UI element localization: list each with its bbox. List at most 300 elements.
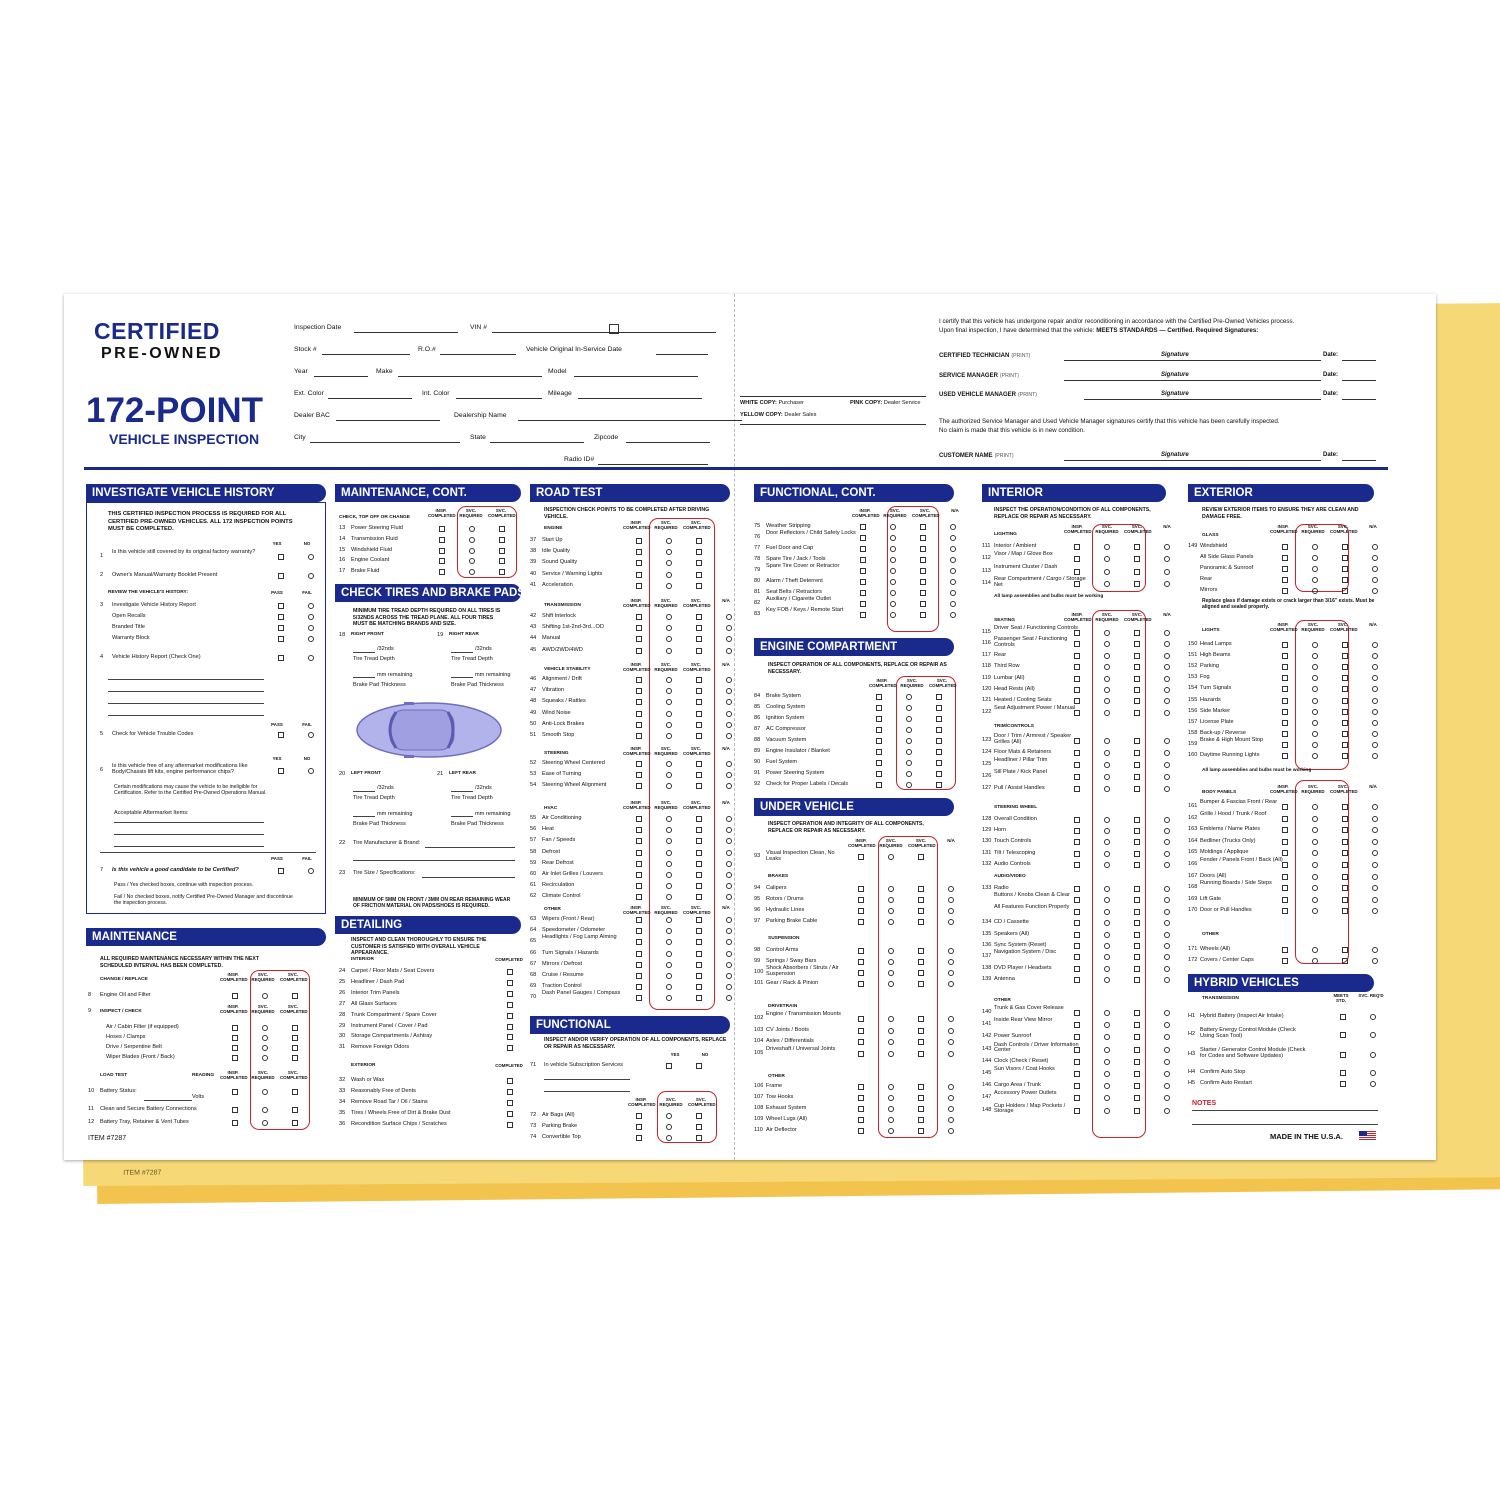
exterior-body-169-checkbox-2[interactable] [1342,897,1348,903]
tire-right-rear-depth-line[interactable] [451,652,473,653]
under-susp-100-checkbox-2[interactable] [918,970,924,976]
interior-audio-139-radio-3[interactable] [1164,977,1170,983]
interior-other-142-radio-3[interactable] [1164,1034,1170,1040]
engine-88-checkbox-0[interactable] [876,738,882,744]
interior-seat-116-radio-1[interactable] [1104,641,1110,647]
exterior-body-163-checkbox-2[interactable] [1342,827,1348,833]
interior-audio-138-checkbox-2[interactable] [1134,966,1140,972]
exterior-glass-149-radio-3[interactable] [1372,544,1378,550]
interior-wheel-131-checkbox-2[interactable] [1134,851,1140,857]
road-stab-51-checkbox-0[interactable] [636,733,642,739]
detailing-ext-36-checkbox-0[interactable] [507,1122,513,1128]
interior-wheel-128-radio-1[interactable] [1104,817,1110,823]
exterior-body-168-radio-3[interactable] [1372,885,1378,891]
interior-trim-126-checkbox-2[interactable] [1134,774,1140,780]
under-other-109-radio-1[interactable] [888,1117,894,1123]
exterior-lights-153-radio-3[interactable] [1372,675,1378,681]
interior-seat-121-radio-1[interactable] [1104,698,1110,704]
exterior-glass-sub3-radio-3[interactable] [1372,577,1378,583]
maint-cont-13-radio-1[interactable] [469,526,475,532]
func-cont-83-radio-3[interactable] [950,612,956,618]
header-field-state[interactable] [490,442,584,443]
signature-line-used[interactable] [1191,399,1321,400]
under-brakes-95-checkbox-0[interactable] [858,897,864,903]
under-brakes-96-checkbox-0[interactable] [858,908,864,914]
under-susp-99-checkbox-2[interactable] [918,959,924,965]
under-susp-98-checkbox-2[interactable] [918,948,924,954]
exterior-lights-151-checkbox-0[interactable] [1282,653,1288,659]
maint-cont-15-checkbox-0[interactable] [439,548,445,554]
interior-seat-121-checkbox-0[interactable] [1074,698,1080,704]
interior-audio-134-checkbox-0[interactable] [1074,920,1080,926]
maint-cont-13-checkbox-2[interactable] [499,526,505,532]
maintenance-9-sub1-checkbox-2[interactable] [292,1035,298,1041]
history-q6-checkbox-0[interactable] [278,768,284,774]
under-susp-101-radio-1[interactable] [888,981,894,987]
interior-light-113-checkbox-2[interactable] [1134,569,1140,575]
under-93-radio-1[interactable] [888,854,894,860]
maintenance-11-radio-1[interactable] [262,1107,268,1113]
interior-other-148-radio-1[interactable] [1104,1108,1110,1114]
maint-cont-17-radio-1[interactable] [469,569,475,575]
exterior-glass-sub3-checkbox-0[interactable] [1282,577,1288,583]
hybrid-h3-radio-1[interactable] [1370,1052,1376,1058]
interior-other-144-radio-1[interactable] [1104,1059,1110,1065]
interior-wheel-130-checkbox-0[interactable] [1074,839,1080,845]
road-hvac-61-radio-1[interactable] [666,883,672,889]
interior-seat-122-checkbox-0[interactable] [1074,710,1080,716]
road-stab-46-checkbox-0[interactable] [636,677,642,683]
interior-audio-133-radio-1[interactable] [1104,886,1110,892]
exterior-body-170-radio-3[interactable] [1372,908,1378,914]
exterior-other-171-checkbox-0[interactable] [1282,947,1288,953]
interior-wheel-132-radio-1[interactable] [1104,862,1110,868]
maintenance-12-radio-1[interactable] [262,1120,268,1126]
under-brakes-96-checkbox-2[interactable] [918,908,924,914]
road-stab-46-radio-1[interactable] [666,677,672,683]
exterior-lights-159-radio-3[interactable] [1372,742,1378,748]
exterior-body-170-checkbox-0[interactable] [1282,908,1288,914]
exterior-body-163-radio-3[interactable] [1372,827,1378,833]
interior-audio-138-checkbox-0[interactable] [1074,966,1080,972]
interior-audio-136-checkbox-2[interactable] [1134,943,1140,949]
road-hvac-56-checkbox-2[interactable] [696,827,702,833]
exterior-lights-158-radio-1[interactable] [1312,731,1318,737]
interior-trim-126-checkbox-0[interactable] [1074,774,1080,780]
exterior-lights-152-radio-1[interactable] [1312,664,1318,670]
under-other-106-radio-3[interactable] [948,1084,954,1090]
battery-volts-line[interactable] [144,1100,192,1101]
interior-other-141-checkbox-0[interactable] [1074,1022,1080,1028]
exterior-lights-152-checkbox-2[interactable] [1342,664,1348,670]
functional-72-checkbox-0[interactable] [636,1113,642,1119]
under-drive-103-radio-1[interactable] [888,1028,894,1034]
exterior-body-161-radio-3[interactable] [1372,804,1378,810]
road-stab-50-checkbox-0[interactable] [636,722,642,728]
hybrid-h5-radio-1[interactable] [1370,1081,1376,1087]
interior-other-142-checkbox-2[interactable] [1134,1034,1140,1040]
tire-right-front-pad-line[interactable] [353,677,375,678]
exterior-body-168-radio-1[interactable] [1312,885,1318,891]
interior-audio-137-radio-3[interactable] [1164,954,1170,960]
road-stab-48-radio-1[interactable] [666,699,672,705]
engine-89-checkbox-2[interactable] [936,749,942,755]
exterior-lights-157-radio-3[interactable] [1372,720,1378,726]
maintenance-9-sub0-checkbox-2[interactable] [292,1025,298,1031]
history-q1-checkbox-0[interactable] [278,554,284,560]
functional-74-checkbox-2[interactable] [696,1135,702,1141]
road-other-67-radio-3[interactable] [726,962,732,968]
exterior-lights-156-checkbox-2[interactable] [1342,709,1348,715]
maintenance-8-checkbox-0[interactable] [232,993,238,999]
functional-71-checkbox-0[interactable] [666,1063,672,1069]
interior-seat-115-radio-3[interactable] [1164,630,1170,636]
road-other-63-checkbox-2[interactable] [696,917,702,923]
exterior-lights-156-radio-1[interactable] [1312,709,1318,715]
exterior-lights-159-radio-1[interactable] [1312,742,1318,748]
interior-seat-117-checkbox-2[interactable] [1134,653,1140,659]
road-hvac-61-checkbox-0[interactable] [636,883,642,889]
under-susp-100-radio-1[interactable] [888,970,894,976]
exterior-glass-sub3-radio-1[interactable] [1312,577,1318,583]
interior-other-140-checkbox-2[interactable] [1134,1010,1140,1016]
detailing-int-30-checkbox-0[interactable] [507,1034,513,1040]
road-trans-43-radio-3[interactable] [726,625,732,631]
road-other-65-radio-1[interactable] [666,939,672,945]
road-trans-44-radio-3[interactable] [726,636,732,642]
exterior-glass-sub1-radio-3[interactable] [1372,555,1378,561]
road-hvac-58-checkbox-2[interactable] [696,850,702,856]
maintenance-12-checkbox-2[interactable] [292,1120,298,1126]
road-other-67-checkbox-2[interactable] [696,962,702,968]
tire-size-line[interactable] [422,877,515,878]
road-trans-42-checkbox-0[interactable] [636,614,642,620]
road-engine-39-checkbox-0[interactable] [636,560,642,566]
interior-seat-118-checkbox-2[interactable] [1134,664,1140,670]
interior-trim-127-checkbox-0[interactable] [1074,786,1080,792]
exterior-lights-153-checkbox-2[interactable] [1342,675,1348,681]
func-cont-80-radio-1[interactable] [890,579,896,585]
exterior-lights-155-checkbox-2[interactable] [1342,698,1348,704]
engine-88-radio-1[interactable] [906,738,912,744]
maint-cont-14-checkbox-0[interactable] [439,537,445,543]
interior-trim-124-radio-1[interactable] [1104,750,1110,756]
exterior-glass-sub4-checkbox-2[interactable] [1342,588,1348,594]
road-stab-47-radio-1[interactable] [666,688,672,694]
exterior-body-161-checkbox-0[interactable] [1282,804,1288,810]
engine-84-checkbox-2[interactable] [936,694,942,700]
engine-84-radio-1[interactable] [906,694,912,700]
exterior-body-168-checkbox-2[interactable] [1342,885,1348,891]
interior-audio-sub1-radio-1[interactable] [1104,897,1110,903]
interior-light-112-radio-1[interactable] [1104,556,1110,562]
road-engine-38-checkbox-0[interactable] [636,549,642,555]
road-stab-51-checkbox-2[interactable] [696,733,702,739]
interior-audio-136-checkbox-0[interactable] [1074,943,1080,949]
interior-seat-116-checkbox-2[interactable] [1134,641,1140,647]
history-q6-radio-1[interactable] [308,768,314,774]
func-cont-81-radio-3[interactable] [950,590,956,596]
under-other-109-radio-3[interactable] [948,1117,954,1123]
interior-audio-139-checkbox-0[interactable] [1074,977,1080,983]
road-other-70-checkbox-2[interactable] [696,995,702,1001]
interior-seat-117-checkbox-0[interactable] [1074,653,1080,659]
exterior-glass-sub2-radio-1[interactable] [1312,566,1318,572]
maintenance-9-sub3-checkbox-2[interactable] [292,1055,298,1061]
interior-light-114-radio-1[interactable] [1104,581,1110,587]
under-other-106-checkbox-2[interactable] [918,1084,924,1090]
aftermarket-line-2[interactable] [114,846,264,847]
interior-trim-123-radio-1[interactable] [1104,738,1110,744]
tire-left-front-depth-line[interactable] [353,791,375,792]
interior-seat-119-radio-1[interactable] [1104,676,1110,682]
road-other-63-radio-1[interactable] [666,917,672,923]
interior-light-112-checkbox-2[interactable] [1134,556,1140,562]
hybrid-h1-checkbox-0[interactable] [1340,1014,1346,1020]
header-field-model[interactable] [574,376,698,377]
exterior-other-172-checkbox-0[interactable] [1282,958,1288,964]
func-cont-82-radio-1[interactable] [890,601,896,607]
exterior-body-169-checkbox-0[interactable] [1282,897,1288,903]
exterior-lights-153-radio-1[interactable] [1312,675,1318,681]
road-stab-50-radio-1[interactable] [666,722,672,728]
exterior-body-161-radio-1[interactable] [1312,804,1318,810]
exterior-other-172-radio-1[interactable] [1312,958,1318,964]
under-other-108-radio-1[interactable] [888,1106,894,1112]
header-field-zipcode[interactable] [626,442,710,443]
interior-light-114-checkbox-2[interactable] [1134,581,1140,587]
interior-audio-134-checkbox-2[interactable] [1134,920,1140,926]
under-other-107-radio-1[interactable] [888,1095,894,1101]
subscription-line-0[interactable] [544,1079,630,1080]
detailing-ext-32-checkbox-0[interactable] [507,1078,513,1084]
under-susp-100-radio-3[interactable] [948,970,954,976]
detailing-int-25-checkbox-0[interactable] [507,980,513,986]
interior-seat-120-radio-1[interactable] [1104,687,1110,693]
maint-cont-16-radio-1[interactable] [469,558,475,564]
under-brakes-96-radio-3[interactable] [948,908,954,914]
road-hvac-55-checkbox-2[interactable] [696,816,702,822]
interior-audio-136-radio-3[interactable] [1164,943,1170,949]
history-q5-checkbox-0[interactable] [278,732,284,738]
exterior-lights-150-checkbox-2[interactable] [1342,642,1348,648]
maintenance-12-checkbox-0[interactable] [232,1120,238,1126]
exterior-lights-153-checkbox-0[interactable] [1282,675,1288,681]
functional-73-checkbox-2[interactable] [696,1124,702,1130]
exterior-other-172-radio-3[interactable] [1372,958,1378,964]
interior-other-143-radio-3[interactable] [1164,1047,1170,1053]
under-brakes-94-radio-3[interactable] [948,886,954,892]
exterior-lights-151-radio-1[interactable] [1312,653,1318,659]
interior-audio-sub2-radio-1[interactable] [1104,909,1110,915]
road-other-69-radio-1[interactable] [666,984,672,990]
engine-86-checkbox-2[interactable] [936,716,942,722]
exterior-lights-155-radio-1[interactable] [1312,698,1318,704]
detailing-int-27-checkbox-0[interactable] [507,1002,513,1008]
exterior-body-166-checkbox-0[interactable] [1282,862,1288,868]
interior-audio-137-radio-1[interactable] [1104,954,1110,960]
engine-90-radio-1[interactable] [906,760,912,766]
exterior-lights-155-checkbox-0[interactable] [1282,698,1288,704]
interior-wheel-128-checkbox-2[interactable] [1134,817,1140,823]
maint-cont-17-checkbox-2[interactable] [499,569,505,575]
road-steer-52-radio-1[interactable] [666,761,672,767]
under-other-109-checkbox-2[interactable] [918,1117,924,1123]
exterior-glass-sub4-radio-3[interactable] [1372,588,1378,594]
interior-seat-119-checkbox-0[interactable] [1074,676,1080,682]
interior-seat-115-checkbox-2[interactable] [1134,630,1140,636]
maint-cont-15-checkbox-2[interactable] [499,548,505,554]
func-cont-79-checkbox-2[interactable] [920,568,926,574]
road-engine-40-checkbox-2[interactable] [696,572,702,578]
functional-73-checkbox-0[interactable] [636,1124,642,1130]
interior-other-146-checkbox-0[interactable] [1074,1083,1080,1089]
func-cont-76-checkbox-0[interactable] [860,535,866,541]
road-stab-48-checkbox-2[interactable] [696,699,702,705]
func-cont-76-radio-1[interactable] [890,535,896,541]
tire-brand-line-2[interactable] [353,860,515,861]
interior-wheel-131-radio-1[interactable] [1104,851,1110,857]
interior-seat-118-radio-3[interactable] [1164,664,1170,670]
maint-cont-13-checkbox-0[interactable] [439,526,445,532]
road-other-66-radio-3[interactable] [726,951,732,957]
exterior-lights-160-radio-1[interactable] [1312,753,1318,759]
under-brakes-94-checkbox-0[interactable] [858,886,864,892]
interior-trim-123-checkbox-2[interactable] [1134,738,1140,744]
exterior-glass-sub2-checkbox-2[interactable] [1342,566,1348,572]
history-q3c-checkbox-0[interactable] [278,636,284,642]
exterior-body-167-checkbox-0[interactable] [1282,874,1288,880]
interior-seat-117-radio-1[interactable] [1104,653,1110,659]
history-q4-checkbox-0[interactable] [278,655,284,661]
road-hvac-59-radio-3[interactable] [726,861,732,867]
road-trans-42-radio-1[interactable] [666,614,672,620]
under-other-110-checkbox-0[interactable] [858,1128,864,1134]
exterior-lights-159-checkbox-0[interactable] [1282,742,1288,748]
interior-light-114-checkbox-0[interactable] [1074,581,1080,587]
road-other-67-radio-1[interactable] [666,962,672,968]
interior-light-111-radio-3[interactable] [1164,544,1170,550]
header-field-vin[interactable] [492,332,716,333]
interior-wheel-130-checkbox-2[interactable] [1134,839,1140,845]
road-engine-40-checkbox-0[interactable] [636,572,642,578]
road-other-66-radio-1[interactable] [666,951,672,957]
road-hvac-56-checkbox-0[interactable] [636,827,642,833]
maintenance-10-checkbox-2[interactable] [292,1089,298,1095]
interior-audio-135-checkbox-0[interactable] [1074,932,1080,938]
func-cont-75-radio-3[interactable] [950,524,956,530]
interior-other-148-checkbox-2[interactable] [1134,1108,1140,1114]
engine-87-radio-1[interactable] [906,727,912,733]
exterior-body-166-checkbox-2[interactable] [1342,862,1348,868]
road-hvac-59-checkbox-0[interactable] [636,861,642,867]
aftermarket-line-1[interactable] [114,834,264,835]
func-cont-81-checkbox-0[interactable] [860,590,866,596]
maintenance-8-radio-1[interactable] [262,993,268,999]
exterior-glass-149-checkbox-2[interactable] [1342,544,1348,550]
history-q2-radio-1[interactable] [308,573,314,579]
exterior-body-162-radio-3[interactable] [1372,816,1378,822]
road-hvac-58-checkbox-0[interactable] [636,850,642,856]
interior-wheel-131-checkbox-0[interactable] [1074,851,1080,857]
under-drive-105-radio-1[interactable] [888,1051,894,1057]
under-drive-103-radio-3[interactable] [948,1028,954,1034]
maintenance-9-sub0-radio-1[interactable] [262,1025,268,1031]
func-cont-76-checkbox-2[interactable] [920,535,926,541]
road-other-65-checkbox-0[interactable] [636,939,642,945]
road-engine-39-checkbox-2[interactable] [696,560,702,566]
func-cont-77-checkbox-0[interactable] [860,546,866,552]
under-drive-104-checkbox-2[interactable] [918,1039,924,1045]
under-drive-102-radio-1[interactable] [888,1016,894,1022]
interior-seat-122-radio-1[interactable] [1104,710,1110,716]
header-field-dealer-bac[interactable] [336,420,440,421]
under-susp-98-radio-3[interactable] [948,948,954,954]
interior-audio-133-checkbox-2[interactable] [1134,886,1140,892]
func-cont-78-radio-3[interactable] [950,557,956,563]
func-cont-80-checkbox-0[interactable] [860,579,866,585]
under-brakes-96-radio-1[interactable] [888,908,894,914]
under-susp-101-radio-3[interactable] [948,981,954,987]
road-stab-46-radio-3[interactable] [726,677,732,683]
engine-91-radio-1[interactable] [906,771,912,777]
interior-audio-133-radio-3[interactable] [1164,886,1170,892]
exterior-lights-155-radio-3[interactable] [1372,698,1378,704]
road-steer-53-checkbox-2[interactable] [696,772,702,778]
exterior-body-162-radio-1[interactable] [1312,816,1318,822]
exterior-other-171-checkbox-2[interactable] [1342,947,1348,953]
road-trans-42-radio-3[interactable] [726,614,732,620]
hybrid-h2-checkbox-0[interactable] [1340,1032,1346,1038]
road-hvac-57-radio-1[interactable] [666,838,672,844]
interior-wheel-132-radio-3[interactable] [1164,862,1170,868]
func-cont-77-radio-3[interactable] [950,546,956,552]
exterior-lights-151-radio-3[interactable] [1372,653,1378,659]
road-hvac-55-checkbox-0[interactable] [636,816,642,822]
exterior-glass-sub1-checkbox-2[interactable] [1342,555,1348,561]
exterior-body-166-radio-3[interactable] [1372,862,1378,868]
engine-85-checkbox-0[interactable] [876,705,882,711]
under-drive-105-radio-3[interactable] [948,1051,954,1057]
interior-wheel-129-checkbox-0[interactable] [1074,828,1080,834]
maintenance-8-checkbox-2[interactable] [292,993,298,999]
history-report-line-3[interactable] [108,715,264,716]
func-cont-81-radio-1[interactable] [890,590,896,596]
hybrid-h4-checkbox-0[interactable] [1340,1070,1346,1076]
road-steer-53-radio-1[interactable] [666,772,672,778]
exterior-body-165-radio-1[interactable] [1312,850,1318,856]
under-susp-98-checkbox-0[interactable] [858,948,864,954]
functional-74-radio-1[interactable] [666,1135,672,1141]
road-trans-44-checkbox-2[interactable] [696,636,702,642]
under-brakes-94-radio-1[interactable] [888,886,894,892]
interior-seat-116-radio-3[interactable] [1164,641,1170,647]
header-field-dealership-name[interactable] [518,420,742,421]
road-other-69-checkbox-2[interactable] [696,984,702,990]
notes-line-2[interactable] [1192,1124,1378,1125]
interior-other-146-checkbox-2[interactable] [1134,1083,1140,1089]
maintenance-9-sub3-checkbox-0[interactable] [232,1055,238,1061]
road-hvac-58-radio-3[interactable] [726,850,732,856]
exterior-lights-158-radio-3[interactable] [1372,731,1378,737]
func-cont-75-checkbox-2[interactable] [920,524,926,530]
interior-other-142-checkbox-0[interactable] [1074,1034,1080,1040]
func-cont-76-radio-3[interactable] [950,535,956,541]
exterior-lights-150-radio-3[interactable] [1372,642,1378,648]
date-line-used[interactable] [1342,399,1376,400]
maintenance-9-sub2-checkbox-2[interactable] [292,1045,298,1051]
history-q2-checkbox-0[interactable] [278,573,284,579]
